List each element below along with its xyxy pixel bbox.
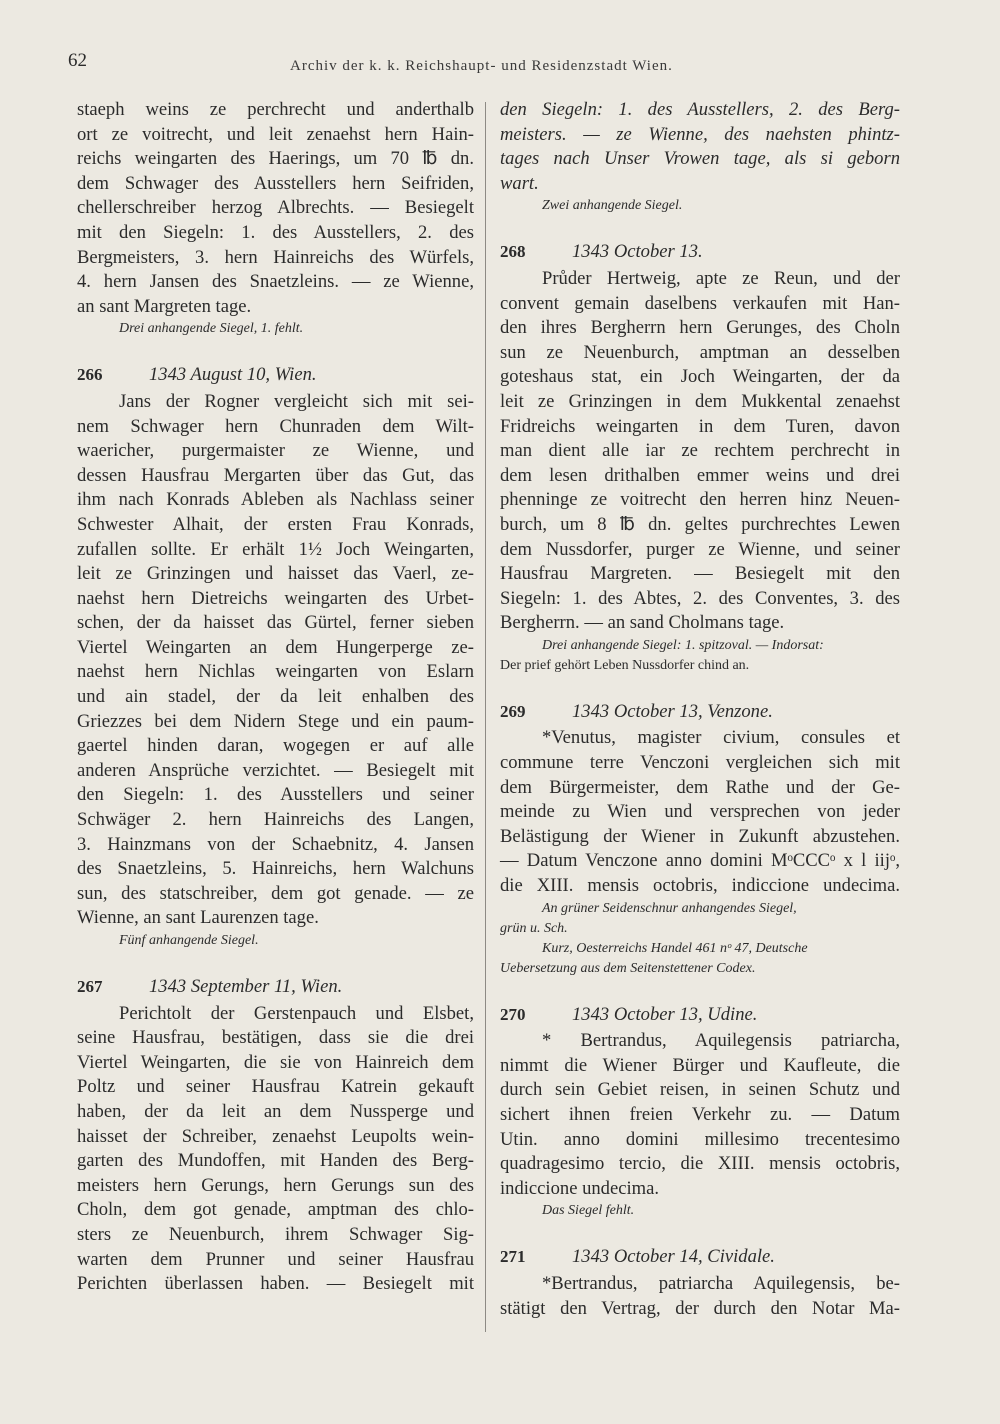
text-line: an sant Margreten tage. <box>77 295 252 317</box>
text-line: Bergherrn. — an sand Cholmans tage. <box>500 612 785 634</box>
text-line: leit ze Grinzingen in dem Mukkental zenaehst <box>500 390 900 412</box>
entry-body-266 <box>77 390 474 931</box>
text-line: Perichten überlassen haben. — Besiegelt mit <box>77 1273 474 1295</box>
text-line: Bergmeisters, 3. hern Hainreichs des Würfels, <box>77 246 474 268</box>
text-line: des Snaetzleins, 5. Hainreichs, hern Walchuns <box>77 858 474 880</box>
text-line: sun ze Neuenburch, amptman an desselben <box>500 341 900 363</box>
text-line: convent gemain daselbens verkaufen mit Han- <box>500 292 900 314</box>
text-line: phenninge ze voitrecht den herren hinz Neuen- <box>500 489 900 511</box>
note-line: Kurz, Oesterreichs Handel 461 nᵒ 47, Deutsche <box>542 940 808 956</box>
column-divider <box>485 102 486 1332</box>
continued-entry-text <box>77 98 474 319</box>
text-line: meisters. — ze Wienne, des naehsten phintz- <box>500 123 900 145</box>
entry-body-268 <box>500 267 900 636</box>
text-line: haben, der da leit an dem Nussperge und <box>77 1100 474 1122</box>
right-column <box>500 98 900 1321</box>
text-line: * Bertrandus, Aquilegensis patriarcha, <box>542 1030 900 1052</box>
text-line: durch sein Gebiet reisen, in seinen Schutz und <box>500 1079 900 1101</box>
text-line: nimmt die Wiener Bürger und Kaufleute, die <box>500 1054 900 1076</box>
text-line: indiccione undecima. <box>500 1177 660 1199</box>
text-line: Jans der Rogner vergleicht sich mit sei- <box>119 390 474 412</box>
text-line: — Datum Venczone anno domini MᵒCCCᵒ x l iijᵒ, <box>500 850 900 872</box>
text-line: mit den Siegeln: 1. des Ausstellers, 2. des <box>77 221 474 243</box>
text-line: naehst hern Dietreichs weingarten des Urbet- <box>77 587 474 609</box>
text-line: *Bertrandus, patriarcha Aquilegensis, be- <box>542 1272 900 1294</box>
seal-note: Fünf anhangende Siegel. <box>119 933 259 948</box>
text-line: reichs weingarten des Haerings, um 70 ℔ dn. <box>77 148 474 170</box>
text-line: 3. Hainzmans von der Schaebnitz, 4. Jansen <box>77 833 474 855</box>
entry-heading-267 <box>77 975 474 1000</box>
text-line: dem Schwager des Ausstellers hern Seifriden, <box>77 172 474 194</box>
text-line: stätigt den Vertrag, der durch den Notar Ma- <box>500 1297 900 1319</box>
seal-note <box>500 636 900 676</box>
text-line: Belästigung der Wiener in Zukunft abzustehen. <box>500 825 900 847</box>
text-line: den Siegeln: 1. des Ausstellers und seiner <box>77 784 474 806</box>
text-line: 4. hern Jansen des Snaetzleins. — ze Wienne, <box>77 271 474 293</box>
entry-heading-268 <box>500 240 900 265</box>
entry-number: 271 <box>500 1247 526 1267</box>
entry-body-271 <box>500 1272 900 1321</box>
entry-date: 1343 September 11, Wien. <box>149 976 343 997</box>
note-line: An grüner Seidenschnur anhangendes Siegel, <box>542 900 797 916</box>
text-line: den ihres Bergherrn hern Gerunges, des Choln <box>500 317 900 339</box>
page-number: 62 <box>68 50 87 71</box>
text-line: burch, um 8 ℔ dn. geltes purchrechtes Lewen <box>500 513 900 535</box>
entry-heading-270 <box>500 1003 900 1028</box>
text-line: meinde zu Wien und versprechen von jeder <box>500 801 900 823</box>
note-line: Drei anhangende Siegel: 1. spitzoval. — Indorsat: <box>542 637 824 653</box>
seal-note <box>500 899 900 979</box>
text-line: Schwester Alhait, der ersten Frau Konrads, <box>77 513 474 535</box>
text-line: anderen Ansprüche verzichtet. — Besiegelt mit <box>77 759 474 781</box>
text-line: wart. <box>500 172 539 194</box>
text-line: meisters hern Gerungs, hern Gerungs sun des <box>77 1174 474 1196</box>
continued-entry-text <box>500 98 900 196</box>
text-line: zufallen sollte. Er erhält 1½ Joch Weingarten, <box>77 538 474 560</box>
text-line: garten des Mundoffen, mit Handen des Berg- <box>77 1150 474 1172</box>
note-line: Uebersetzung aus dem Seitenstettener Codex. <box>500 960 756 976</box>
text-line: warten dem Prunner und seiner Hausfrau <box>77 1248 474 1270</box>
text-line: staeph weins ze perchrecht und anderthalb <box>77 99 474 120</box>
text-line: haisset der Schreiber, zenaehst Leupolts wein- <box>77 1125 474 1147</box>
entry-number: 269 <box>500 701 526 721</box>
text-line: dem Nussdorfer, purger ze Wienne, und seiner <box>500 538 900 560</box>
text-line: ort ze voitrecht, und leit zenaehst hern Hain- <box>77 123 474 145</box>
text-line: commune terre Venczoni vergleichen sich mit <box>500 752 900 774</box>
text-line: goteshaus stat, ein Joch Weingarten, der da <box>500 366 900 388</box>
text-line: gaertel hinden daran, wogegen er auf alle <box>77 735 474 757</box>
text-line: man dient alle iar ze rechtem perchrecht in <box>500 440 900 462</box>
entry-body-270 <box>500 1029 900 1201</box>
text-line: die XIII. mensis octobris, indiccione undecima. <box>500 875 900 897</box>
text-line: und ain stadel, der da leit enhalben des <box>77 686 474 708</box>
entry-body-267 <box>77 1002 474 1297</box>
text-line: dem lesen drithalben emmer weins und drei <box>500 464 900 486</box>
entry-date: 1343 August 10, Wien. <box>149 364 317 386</box>
note-line: Der prief gehört Leben Nussdorfer chind an. <box>500 657 750 673</box>
seal-note: Das Siegel fehlt. <box>542 1203 635 1219</box>
text-line: sichert ihnen freien Verkehr zu. — Datum <box>500 1104 900 1125</box>
text-line: quadragesimo tercio, die XIII. mensis octobris, <box>500 1153 900 1175</box>
text-line: tages nach Unser Vrowen tage, als si geborn <box>500 148 900 170</box>
text-line: seine Hausfrau, bestätigen, dass sie die drei <box>77 1027 474 1049</box>
entry-date: 1343 October 13, Udine. <box>572 1003 758 1025</box>
text-line: chellerschreiber herzog Albrechts. — Besiegelt <box>77 197 474 219</box>
text-line: Utin. anno domini millesimo trecentesimo <box>500 1128 900 1150</box>
text-line: Siegeln: 1. des Abtes, 2. des Conventes, 3. des <box>500 587 900 609</box>
entry-number: 268 <box>500 242 526 262</box>
entry-heading-269 <box>500 700 900 725</box>
entry-number: 270 <box>500 1004 526 1024</box>
entry-number: 267 <box>77 977 103 996</box>
entry-heading-266 <box>77 363 474 388</box>
text-line: *Venutus, magister civium, consules et <box>542 727 900 749</box>
text-line: Viertel Weingarten an dem Hungerperge ze- <box>77 636 474 658</box>
text-line: Viertel Weingarten, die sie von Hainreich dem <box>77 1051 474 1073</box>
entry-heading-271 <box>500 1245 900 1270</box>
text-line: naehst hern Nichlas weingarten von Eslarn <box>77 661 474 683</box>
text-line: sun, des statschreiber, dem got genade. — ze <box>77 882 474 904</box>
text-line: Perichtolt der Gerstenpauch und Elsbet, <box>119 1002 474 1024</box>
text-line: leit ze Grinzingen und haisset das Vaerl, ze- <box>77 563 474 585</box>
text-line: Poltz und seiner Hausfrau Katrein gekauft <box>77 1076 474 1098</box>
text-line: nem Schwager hern Chunraden dem Wilt- <box>77 415 474 437</box>
note-line: grün u. Sch. <box>500 920 568 936</box>
entry-date: 1343 October 13. <box>572 241 703 263</box>
entry-date: 1343 October 13, Venzone. <box>572 700 773 722</box>
text-line: den Siegeln: 1. des Ausstellers, 2. des Berg- <box>500 99 900 120</box>
seal-note: Drei anhangende Siegel, 1. fehlt. <box>119 321 304 337</box>
text-line: schen, der da haisset das Gürtel, ferner sieben <box>77 612 474 634</box>
left-column <box>77 98 474 1297</box>
text-line: Wienne, an sant Laurenzen tage. <box>77 907 319 929</box>
text-line: dessen Hausfrau Mergarten über das Gut, das <box>77 464 474 486</box>
text-line: dem Bürgermeister, dem Rathe und der Ge- <box>500 776 900 798</box>
text-line: Průder Hertweig, apte ze Reun, und der <box>542 267 900 289</box>
entry-number: 266 <box>77 365 103 385</box>
text-line: Choln, dem got genade, amptman des chlo- <box>77 1199 474 1221</box>
text-line: waericher, purgermaister ze Wienne, und <box>77 440 474 462</box>
text-line: Fridreichs weingarten in dem Turen, davon <box>500 415 900 437</box>
entry-body-269 <box>500 726 900 898</box>
text-line: Hausfrau Margreten. — Besiegelt mit den <box>500 563 900 585</box>
text-line: sters ze Neuenburch, ihrem Schwager Sig- <box>77 1223 474 1245</box>
running-head: Archiv der k. k. Reichshaupt- und Residenzstadt Wien. <box>290 58 673 74</box>
text-line: ihm nach Konrads Ableben als Nachlass seiner <box>77 489 474 511</box>
text-line: Griezzes bei dem Nidern Stege und ein paum- <box>77 710 474 732</box>
seal-note: Zwei anhangende Siegel. <box>542 198 683 214</box>
text-line: Schwäger 2. hern Hainreichs des Langen, <box>77 809 474 831</box>
entry-date: 1343 October 14, Cividale. <box>572 1246 775 1268</box>
